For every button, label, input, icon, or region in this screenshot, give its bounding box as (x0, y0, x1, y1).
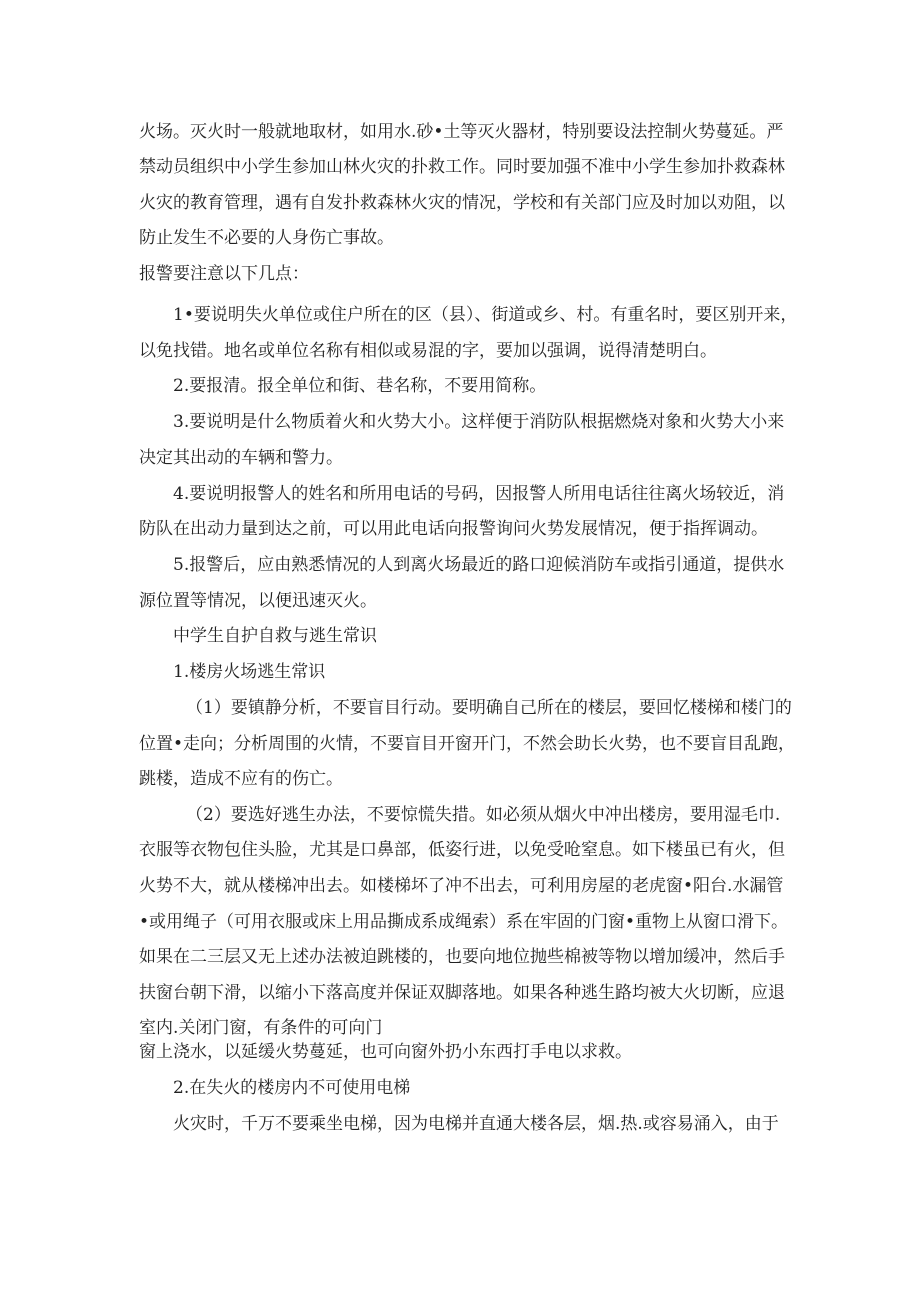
paragraph-line: 火灾的教育管理，遇有自发扑救森林火灾的情况，学校和有关部门应及时加以劝阻，以 (139, 193, 785, 213)
subsection-heading: 2.在失火的楼房内不可使用电梯 (173, 1078, 411, 1098)
paragraph-line: 如果在二三层又无上述办法被迫跳楼的，也要向地位抛些棉被等物以增加缓冲，然后手 (139, 947, 785, 967)
paragraph-line: 火灾时，千万不要乘坐电梯，因为电梯并直通大楼各层，烟.热.或容易涌入，由于 (173, 1114, 779, 1134)
list-item-2: 2.要报清。报全单位和街、巷名称，不要用简称。 (173, 376, 547, 396)
paragraph-line: 火势不大，就从楼梯冲出去。如楼梯坏了冲不出去，可利用房屋的老虎窗•阳台.水漏管 (139, 876, 784, 896)
subsection-heading: 1.楼房火场逃生常识 (173, 662, 326, 682)
paragraph-line: 防止发生不必要的人身伤亡事故。 (139, 228, 394, 248)
paragraph-line: 位置•走向；分析周围的火情，不要盲目开窗开门，不然会助长火势，也不要盲目乱跑， (139, 734, 796, 754)
list-item-sub-2: （2）要选好逃生办法，不要惊慌失措。如必须从烟火中冲出楼房，要用湿毛巾. (186, 805, 781, 825)
paragraph-line: 火场。灭火时一般就地取材，如用水.砂•土等灭火器材，特别要设法控制火势蔓延。严 (139, 122, 784, 142)
paragraph-line: 防队在出动力量到达之前，可以用此电话向报警询问火势发展情况，便于指挥调动。 (139, 519, 768, 539)
paragraph-line: •或用绳子（可用衣服或床上用品撕成系成绳索）系在牢固的门窗•重物上从窗口滑下。 (139, 912, 789, 932)
paragraph-line: 衣服等衣物包住头脸，尤其是口鼻部，低姿行进，以免受呛窒息。如下楼虽已有火，但 (139, 840, 785, 860)
paragraph-line: 跳楼，造成不应有的伤亡。 (139, 769, 343, 789)
paragraph-line: 源位置等情况，以便迅速灭火。 (139, 591, 377, 611)
section-heading: 报警要注意以下几点： (139, 264, 309, 284)
list-item-3: 3.要说明是什么物质着火和火势大小。这样便于消防队根据燃烧对象和火势大小来 (173, 412, 785, 432)
paragraph-line: 决定其出动的车辆和警力。 (139, 448, 343, 468)
paragraph-line: 窗上浇水，以延缓火势蔓延，也可向窗外扔小东西打手电以求救。 (139, 1042, 632, 1062)
list-item-1: 1•要说明失火单位或住户所在的区（县）、街道或乡、村。有重名时，要区别开来， (173, 305, 798, 325)
list-item-5: 5.报警后，应由熟悉情况的人到离火场最近的路口迎候消防车或指引通道，提供水 (173, 555, 785, 575)
section-heading: 中学生自护自救与逃生常识 (173, 626, 377, 646)
list-item-sub-1: （1）要镇静分析，不要盲目行动。要明确自己所在的楼层，要回忆楼梯和楼门的 (186, 698, 792, 718)
paragraph-line: 禁动员组织中小学生参加山林火灾的扑救工作。同时要加强不准中小学生参加扑救森林 (139, 157, 785, 177)
paragraph-line: 以免找错。地名或单位名称有相似或易混的字，要加以强调，说得清楚明白。 (139, 341, 717, 361)
list-item-4: 4.要说明报警人的姓名和所用电话的号码，因报警人所用电话往往离火场较近，消 (173, 484, 785, 504)
paragraph-line: 扶窗台朝下滑，以缩小下落高度并保证双脚落地。如果各种逃生路均被大火切断，应退 (139, 983, 785, 1003)
paragraph-line: 室内.关闭门窗，有条件的可向门 (139, 1018, 383, 1038)
